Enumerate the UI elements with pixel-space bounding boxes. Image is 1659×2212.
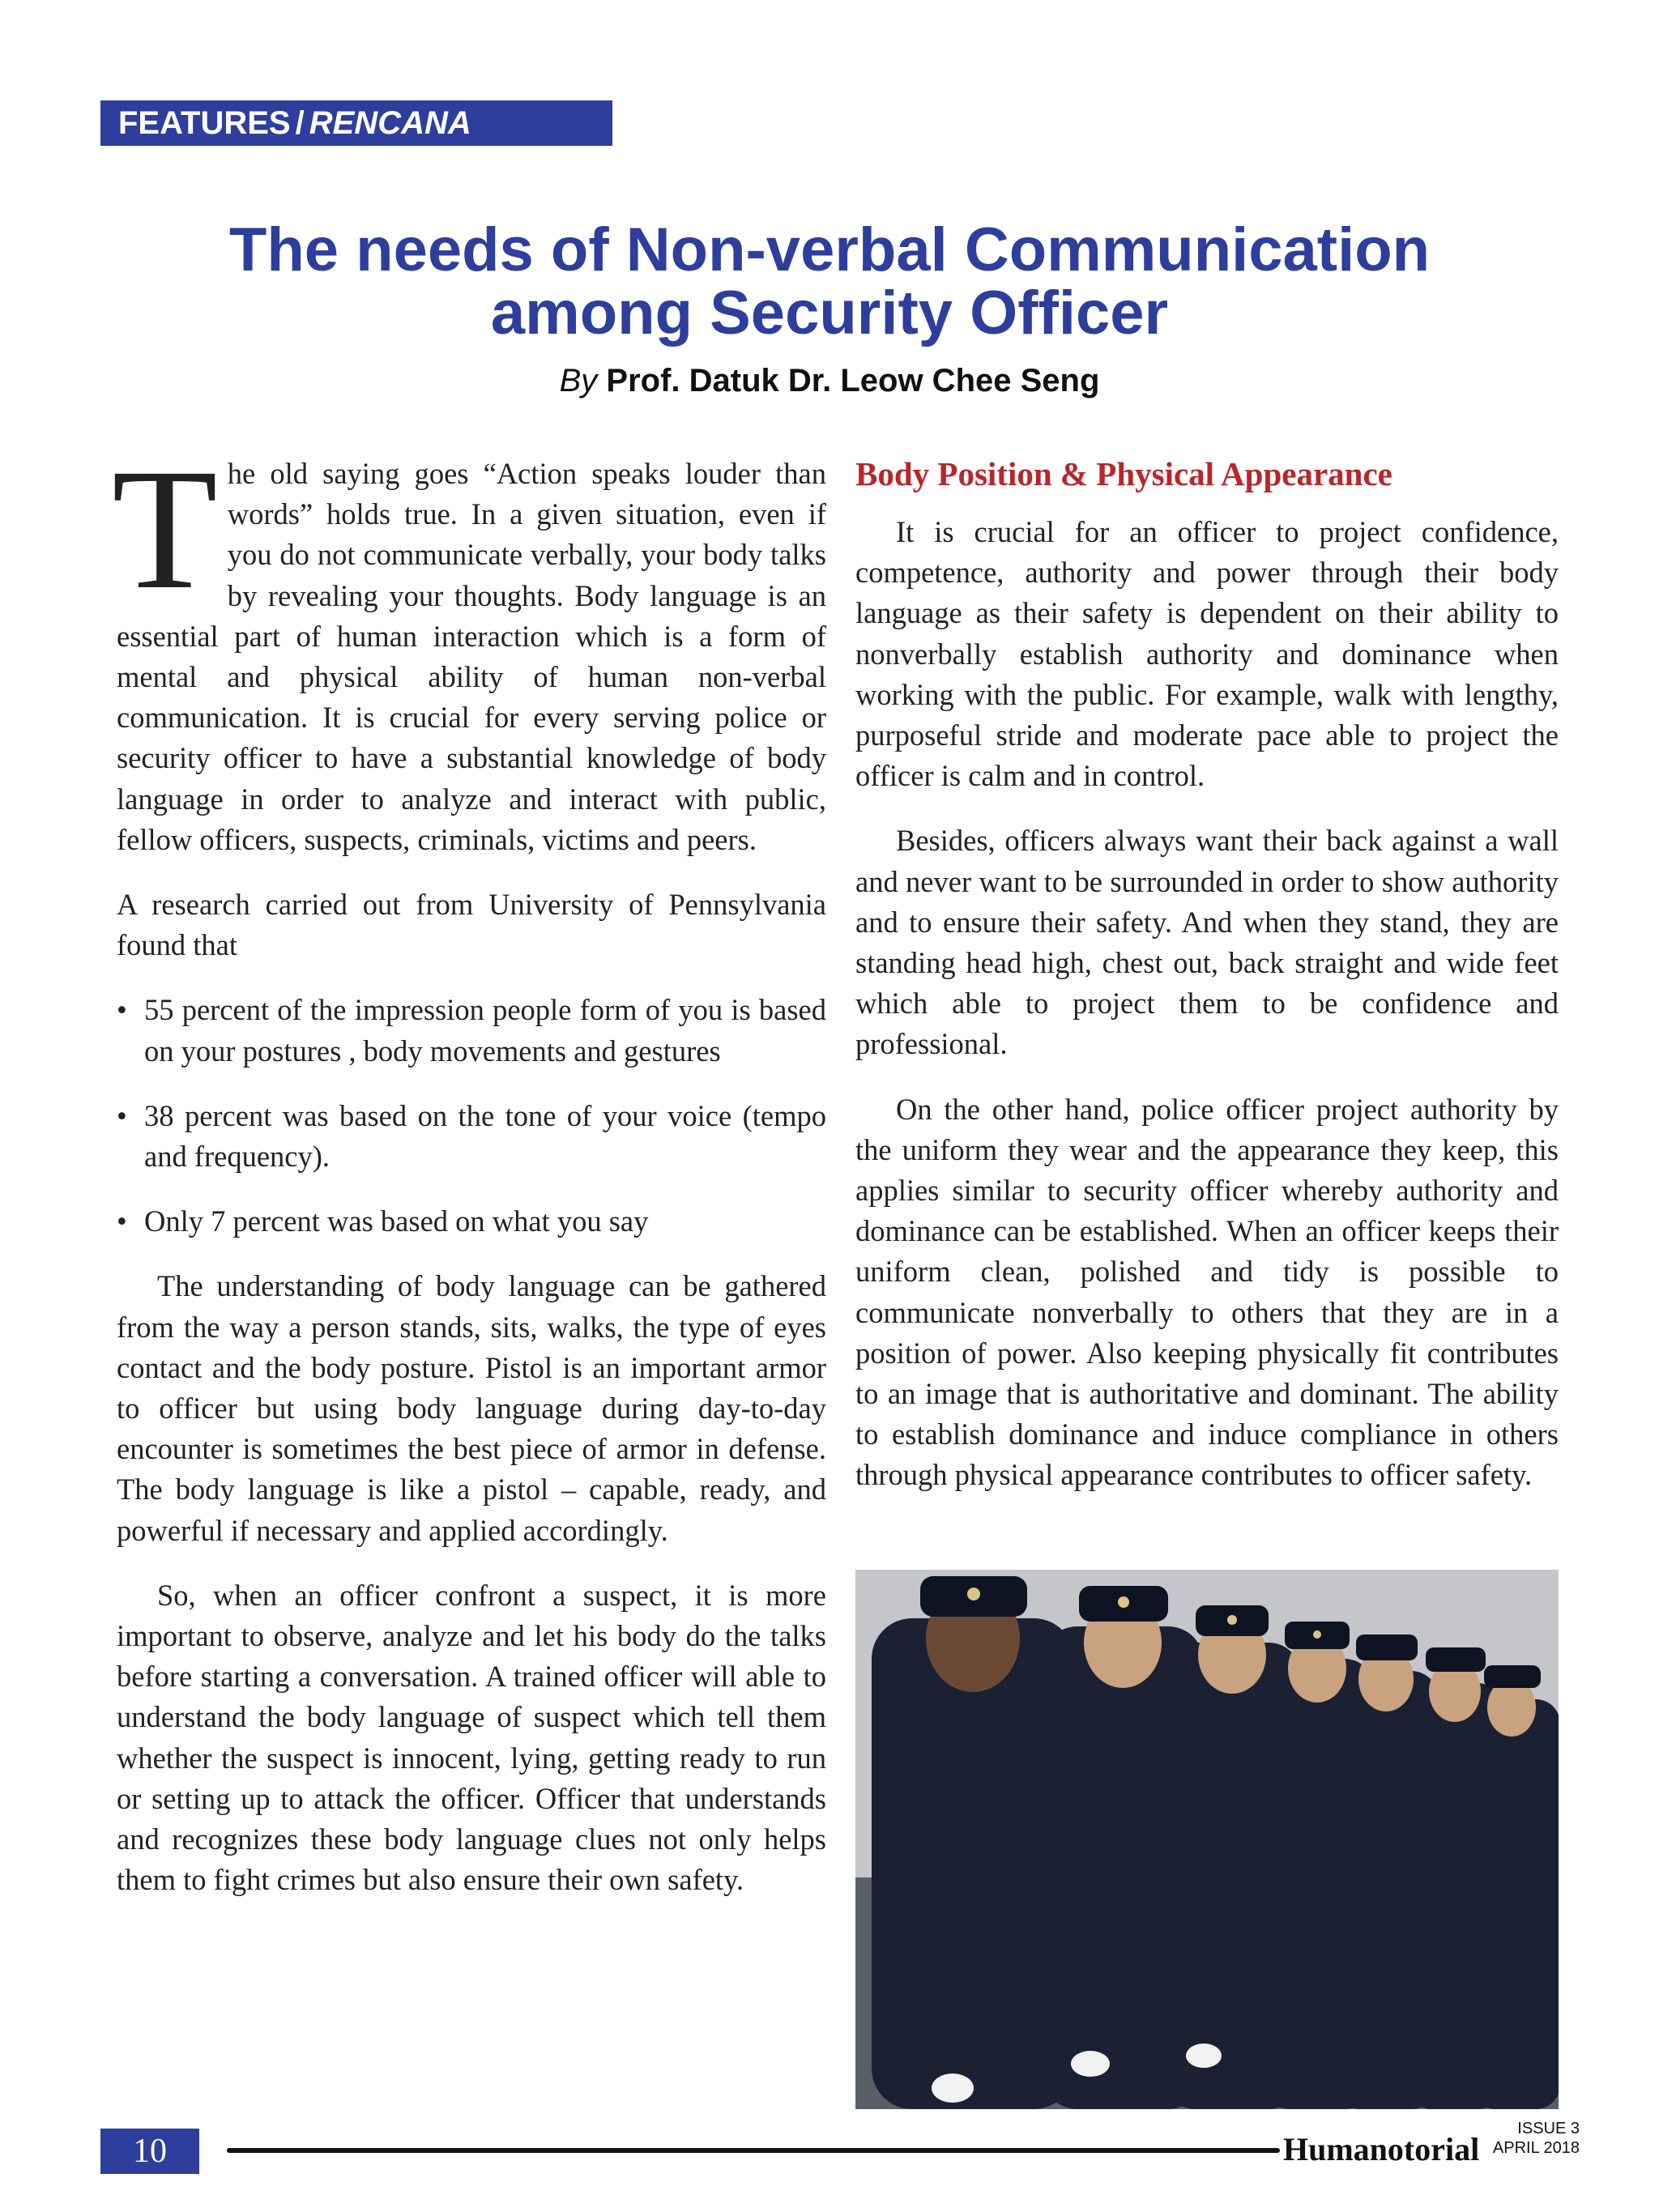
magazine-name: Humanotorial — [1283, 2131, 1480, 2167]
section-subhead: Body Position & Physical Appearance — [855, 455, 1392, 492]
footer-rule — [227, 2148, 1280, 2153]
byline-by: By — [559, 363, 598, 399]
confront-paragraph: So, when an officer confront a suspect, it is more important to observe, analyze and let his body do the talks before starting a conversation. A trained officer will able to understand the body language of suspect which tell them whether the suspect is innocent, lying, getting ready to run or setting up to attack the officer. Officer that understands and recognizes these body language clues not only helps them to fight crimes but also ensure their own safety. — [117, 1578, 826, 1897]
section-tag-sub: RENCANA — [309, 105, 471, 141]
article-title-line2: among Security Officer — [490, 279, 1169, 347]
section-tag — [100, 100, 612, 146]
issue-date: APRIL 2018 — [1492, 2139, 1580, 2157]
issue-number: ISSUE 3 — [1517, 2120, 1580, 2137]
section-tag-main: FEATURES — [118, 105, 291, 141]
police-officers-photo — [855, 1570, 1559, 2109]
intro-paragraph — [112, 433, 826, 860]
police-officers-marching-icon — [855, 1570, 1559, 2109]
position-paragraph-2: Besides, officers always want their back against a wall and never want to be surrounded in order to show authority and to ensure their safety. And when they stand, they are standing head high, chest out, back straight and wide feet which able to project them to be confidence and professional. — [855, 824, 1559, 1061]
byline — [100, 363, 1559, 399]
list-item: • 55 percent of the impression people form of you is based on your postures , body movements and gestures — [117, 990, 826, 1071]
right-column — [855, 454, 1559, 1520]
section-tag-separator: / — [295, 105, 305, 141]
list-item: • 38 percent was based on the tone of your voice (tempo and frequency). — [117, 1096, 826, 1177]
list-item: • Only 7 percent was based on what you say — [117, 1201, 826, 1242]
research-paragraph: A research carried out from University of Pennsylvania found that — [117, 888, 826, 962]
statistics-list — [117, 990, 826, 1242]
drop-cap: T — [112, 433, 218, 625]
position-paragraph-1: It is crucial for an officer to project confidence, competence, authority and power through their body language as their safety is dependent on their ability to nonverbally establish authority and dominance when working with the public. For example, walk with lengthy, purposeful stride and moderate pace able to project the officer is calm and in control. — [855, 515, 1559, 793]
intro-text: he old saying goes “Action speaks louder than words” holds true. In a given situation, even if you do not communicate verbally, your body talks by revealing your thoughts. Body language is an essential part of human interaction which is a form of mental and physical ability of human non-verbal communication. It is crucial for every serving police or security officer to have a substantial knowledge of body language in order to analyze and interact with public, fellow officers, suspects, criminals, victims and peers. — [117, 457, 826, 856]
left-column — [112, 433, 826, 1925]
page-number: 10 — [100, 2129, 199, 2174]
understanding-paragraph: The understanding of body language can be gathered from the way a person stands, sits, walks, the type of eyes contact and the body posture. Pistol is an important armor to officer but using body language during day-to-day encounter is sometimes the best piece of armor in defense. The body language is like a pistol – capable, ready, and powerful if necessary and applied accordingly. — [117, 1269, 826, 1547]
position-paragraph-3: On the other hand, police officer project authority by the uniform they wear and the appearance they keep, this applies similar to security officer whereby authority and dominance can be established. When an officer keeps their uniform clean, polished and tidy is possible to communicate nonverbally to others that they are in a position of power. Also keeping physically fit contributes to an image that is authoritative and dominant. The ability to establish dominance and induce compliance in others through physical appearance contributes to officer safety. — [855, 1092, 1559, 1492]
article-title — [100, 215, 1559, 347]
byline-author: Prof. Datuk Dr. Leow Chee Seng — [606, 363, 1100, 399]
issue-info — [1458, 2119, 1580, 2158]
article-title-line1: The needs of Non-verbal Communication — [228, 215, 1431, 284]
